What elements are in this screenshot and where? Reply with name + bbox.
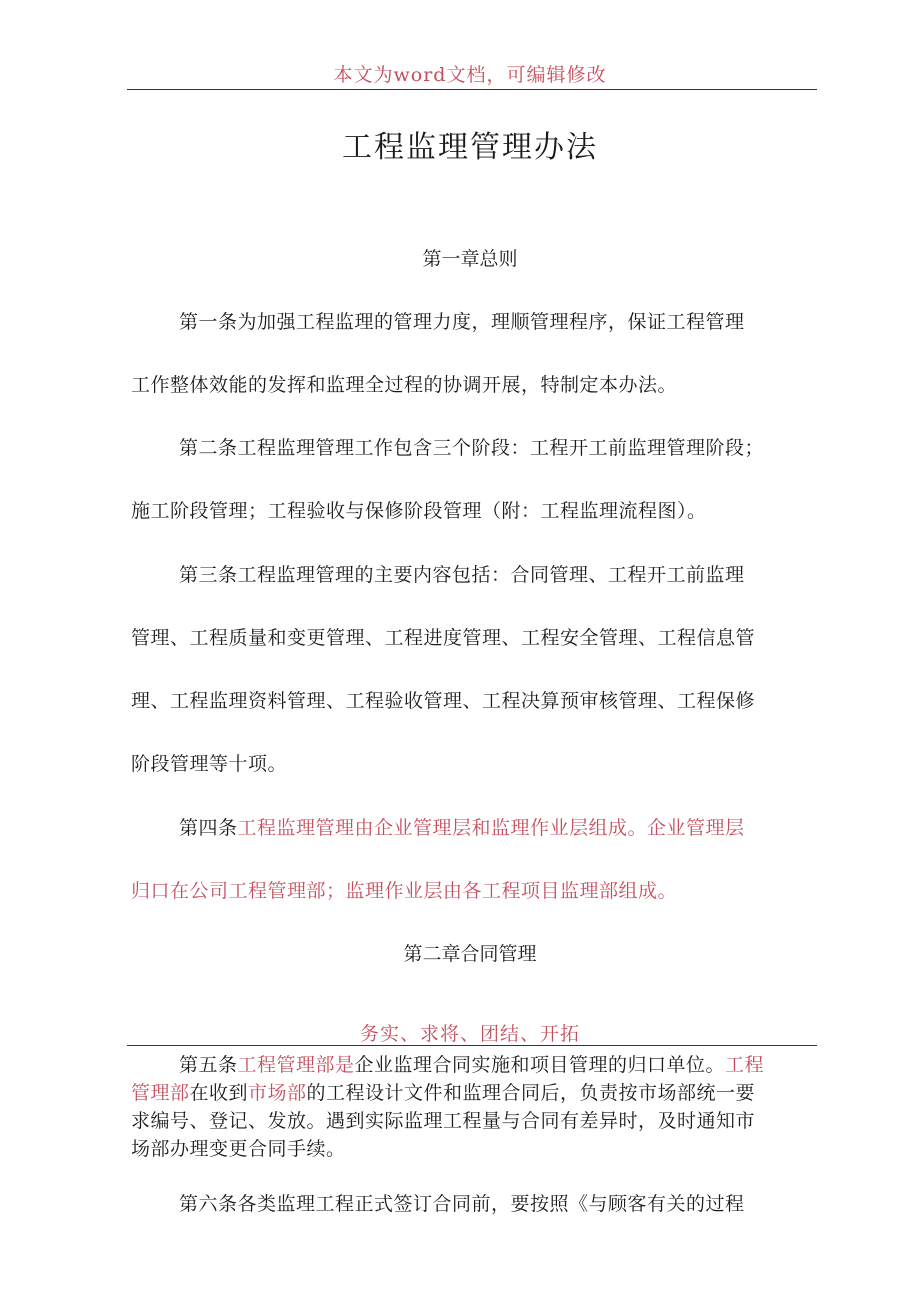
- article-1-line-1: 第一条为加强工程监理的管理力度，理顺管理程序，保证工程管理: [179, 311, 745, 333]
- article-4-highlight: 工程监理管理由企业管理层和监理作业层组成。企业管理层: [237, 817, 745, 839]
- article-1-line-2: 工作整体效能的发挥和监理全过程的协调开展，特制定本办法。: [131, 374, 678, 396]
- page-title: 工程监理管理办法: [342, 130, 598, 165]
- article-5-highlight-d: 市场部: [248, 1082, 307, 1104]
- chapter-heading-2: 第二章合同管理: [403, 943, 537, 965]
- article-2-line-1: 第二条工程监理管理工作包含三个阶段：工程开工前监理管理阶段；: [179, 437, 765, 459]
- article-6-line-1: 第六条各类监理工程正式签订合同前，要按照《与顾客有关的过程: [179, 1193, 745, 1215]
- article-2-line-2: 施工阶段管理；工程验收与保修阶段管理（附：工程监理流程图）。: [131, 500, 707, 522]
- article-5-highlight-c: 管理部: [131, 1082, 190, 1104]
- article-5-text-b: 在收到: [189, 1082, 249, 1104]
- article-3-line-2: 管理、工程质量和变更管理、工程进度管理、工程安全管理、工程信息管: [131, 627, 756, 649]
- header-rule: [127, 89, 817, 90]
- article-5-number: 第五条: [179, 1054, 238, 1076]
- article-5-line-2: [131, 1078, 755, 1105]
- article-5-highlight-a: 工程管理部是: [237, 1054, 355, 1076]
- watermark-header: 本文为word文档，可编辑修改: [333, 64, 607, 86]
- article-3-line-4: 阶段管理等十项。: [131, 753, 288, 775]
- article-5-line-4: 场部办理变更合同手续。: [131, 1138, 346, 1160]
- article-4-number: 第四条: [179, 817, 238, 839]
- article-5-text-c: 的工程设计文件和监理合同后，负责按市场部统一要: [306, 1082, 756, 1104]
- watermark-footer: 务实、求将、团结、开拓: [359, 1023, 580, 1045]
- article-4-line-1: [179, 813, 745, 840]
- chapter-heading-1: 第一章总则: [422, 248, 518, 270]
- article-3-line-3: 理、工程监理资料管理、工程验收管理、工程决算预审核管理、工程保修: [131, 690, 756, 712]
- article-5-highlight-b: 工程: [725, 1054, 765, 1076]
- article-4-line-2: 归口在公司工程管理部；监理作业层由各工程项目监理部组成。: [131, 880, 678, 902]
- article-5-line-1: [179, 1050, 764, 1077]
- article-3-line-1: 第三条工程监理管理的主要内容包括：合同管理、工程开工前监理: [179, 564, 745, 586]
- footer-rule: [127, 1045, 817, 1046]
- article-5-text-a: 企业监理合同实施和项目管理的归口单位。: [354, 1054, 726, 1076]
- article-5-line-3: 求编号、登记、发放。遇到实际监理工程量与合同有差异时，及时通知市: [131, 1110, 756, 1132]
